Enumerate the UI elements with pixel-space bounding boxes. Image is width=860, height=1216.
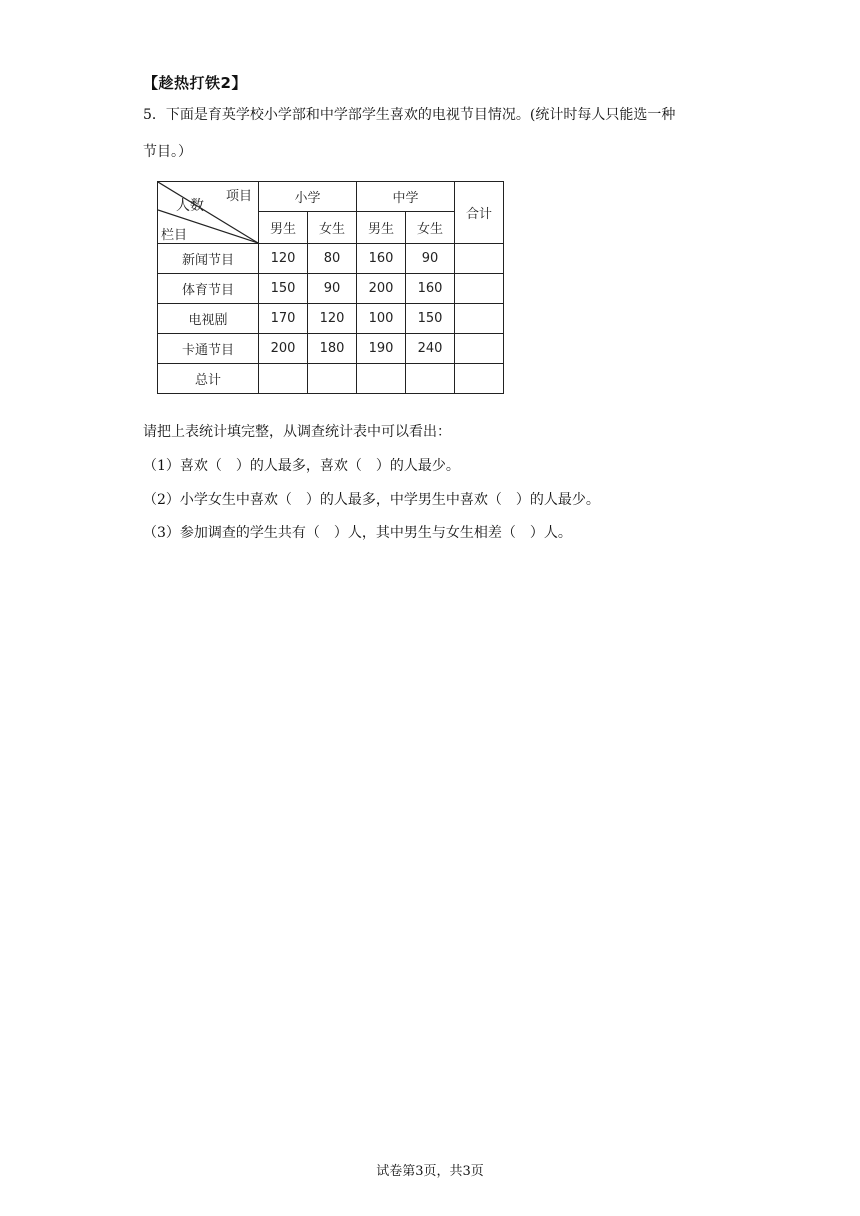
sub-header: 女生 [406, 212, 455, 244]
table-cell: 100 [357, 304, 406, 334]
total-cell[interactable] [259, 364, 308, 394]
table-cell: 160 [406, 274, 455, 304]
table-cell: 80 [308, 244, 357, 274]
total-cell[interactable] [357, 364, 406, 394]
total-cell[interactable] [455, 334, 504, 364]
table-row [158, 304, 504, 334]
table-cell: 160 [357, 244, 406, 274]
question-text-line2: 节目。） [143, 144, 192, 160]
row-label: 体育节目 [158, 274, 259, 304]
table-cell: 180 [308, 334, 357, 364]
sub-question-2: （2）小学女生中喜欢（ ）的人最多，中学男生中喜欢（ ）的人最少。 [143, 492, 600, 508]
corner-label-top: 项目 [226, 189, 253, 204]
group-header-middle: 中学 [357, 182, 455, 212]
sub-header: 男生 [259, 212, 308, 244]
table-row [158, 244, 504, 274]
sub-question-1: （1）喜欢（ ）的人最多，喜欢（ ）的人最少。 [143, 458, 460, 474]
table-cell: 90 [308, 274, 357, 304]
corner-label-middle: 人数 [176, 198, 204, 214]
table-cell: 150 [406, 304, 455, 334]
row-label: 电视剧 [158, 304, 259, 334]
diagonal-header-cell [158, 182, 259, 244]
table-row [158, 274, 504, 304]
total-column-header: 合计 [455, 182, 504, 244]
total-cell[interactable] [455, 304, 504, 334]
row-label: 总计 [158, 364, 259, 394]
total-cell[interactable] [308, 364, 357, 394]
question-text-line1: 5．下面是育英学校小学部和中学部学生喜欢的电视节目情况。(统计时每人只能选一种 [143, 107, 676, 123]
table-cell: 200 [357, 274, 406, 304]
group-header-primary: 小学 [259, 182, 357, 212]
row-label: 卡通节目 [158, 334, 259, 364]
statistics-table [157, 181, 504, 394]
total-cell[interactable] [455, 244, 504, 274]
sub-header: 女生 [308, 212, 357, 244]
table-row-total [158, 364, 504, 394]
table-cell: 240 [406, 334, 455, 364]
section-heading: 【趁热打铁2】 [143, 74, 247, 92]
corner-label-bottom: 栏目 [161, 228, 188, 243]
total-cell[interactable] [455, 364, 504, 394]
table-cell: 150 [259, 274, 308, 304]
table-cell: 120 [308, 304, 357, 334]
table-cell: 90 [406, 244, 455, 274]
table-cell: 200 [259, 334, 308, 364]
instruction-text: 请把上表统计填完整，从调查统计表中可以看出： [143, 424, 451, 440]
table-cell: 190 [357, 334, 406, 364]
table-row [158, 334, 504, 364]
total-cell[interactable] [455, 274, 504, 304]
table-cell: 120 [259, 244, 308, 274]
total-cell[interactable] [406, 364, 455, 394]
row-label: 新闻节目 [158, 244, 259, 274]
table-cell: 170 [259, 304, 308, 334]
page-footer: 试卷第3页，共3页 [376, 1164, 484, 1179]
sub-header: 男生 [357, 212, 406, 244]
sub-question-3: （3）参加调查的学生共有（ ）人，其中男生与女生相差（ ）人。 [143, 525, 572, 541]
